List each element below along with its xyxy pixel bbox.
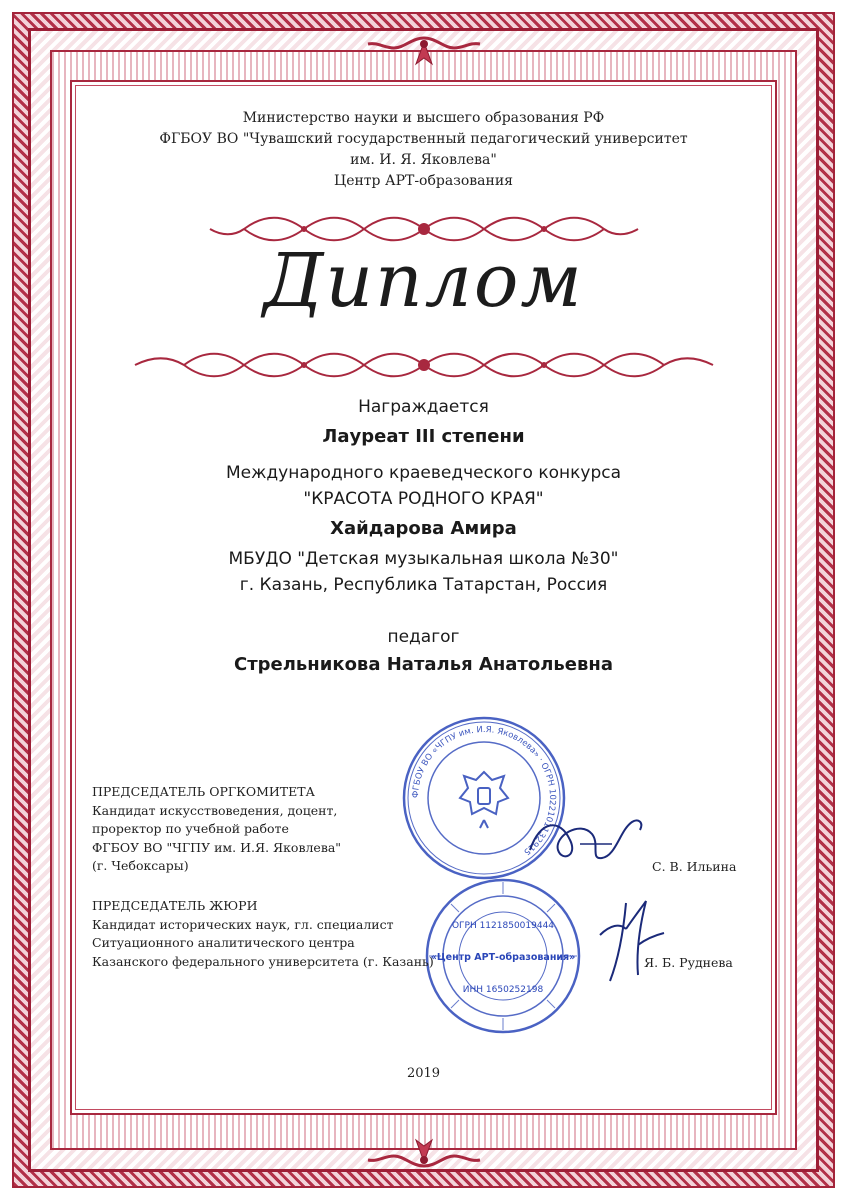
- org-committee-title: ПРЕДСЕДАТЕЛЬ ОРГКОМИТЕТА: [92, 784, 316, 799]
- org-committee-block: [92, 783, 341, 876]
- awarded-label: Награждается: [358, 397, 489, 417]
- org-signatory-name: С. В. Ильина: [652, 859, 737, 874]
- university-seal-text: ФГБОУ ВО «ЧГПУ им. И.Я. Яковлева» · ОГРН 1022101132915: [410, 724, 558, 857]
- award-rank: Лауреат III степени: [322, 426, 525, 447]
- jury-line: Ситуационного аналитического центра: [92, 935, 355, 950]
- jury-signatory-name: Я. Б. Руднева: [644, 955, 733, 970]
- org-committee-line: (г. Чебоксары): [92, 858, 189, 873]
- header-line: ФГБОУ ВО "Чувашский государственный педагогический университет: [159, 131, 688, 147]
- header-line: Министерство науки и высшего образования РФ: [242, 110, 605, 126]
- top-ornament-icon: [364, 34, 484, 70]
- issue-year: 2019: [406, 1066, 441, 1081]
- jury-line: Казанского федерального университета (г. Казань): [92, 953, 434, 969]
- participant-name: Хайдарова Амира: [330, 518, 517, 539]
- bottom-divider-icon: [129, 348, 719, 382]
- diploma-title: Диплом: [263, 238, 584, 324]
- org-committee-line: Кандидат искусствоведения, доцент,: [92, 802, 338, 818]
- header-line: им. И. Я. Яковлева": [350, 152, 497, 168]
- teacher-label: педагог: [387, 627, 460, 647]
- location: г. Казань, Республика Татарстан, Россия: [239, 575, 608, 595]
- art-center-seal: [423, 876, 583, 1036]
- contest-name: "КРАСОТА РОДНОГО КРАЯ": [303, 489, 544, 509]
- ilyina-signature-icon: [520, 800, 650, 880]
- award-body: [0, 394, 847, 678]
- school-name: МБУДО "Детская музыкальная школа №30": [228, 549, 619, 569]
- jury-line: Кандидат исторических наук, гл. специалист: [92, 916, 394, 932]
- art-center-name: «Центр АРТ-образования»: [430, 952, 576, 963]
- jury-block: [92, 897, 434, 971]
- art-center-ogrn: ОГРН 1121850019444: [451, 921, 555, 931]
- issuer-header: [0, 108, 847, 192]
- teacher-name: Стрельникова Наталья Анатольевна: [234, 654, 613, 675]
- header-line: Центр АРТ-образования: [333, 173, 514, 189]
- contest-line: Международного краеведческого конкурса: [225, 463, 622, 483]
- rudneva-signature-icon: [580, 895, 670, 985]
- coat-of-arms-icon: [460, 772, 508, 828]
- art-center-inn: ИНН 1650252198: [462, 985, 544, 995]
- jury-title: ПРЕДСЕДАТЕЛЬ ЖЮРИ: [92, 898, 258, 913]
- bottom-ornament-icon: [364, 1134, 484, 1170]
- org-committee-line: ФГБОУ ВО "ЧГПУ им. И.Я. Яковлева": [92, 839, 342, 855]
- org-committee-line: проректор по учебной работе: [92, 821, 289, 836]
